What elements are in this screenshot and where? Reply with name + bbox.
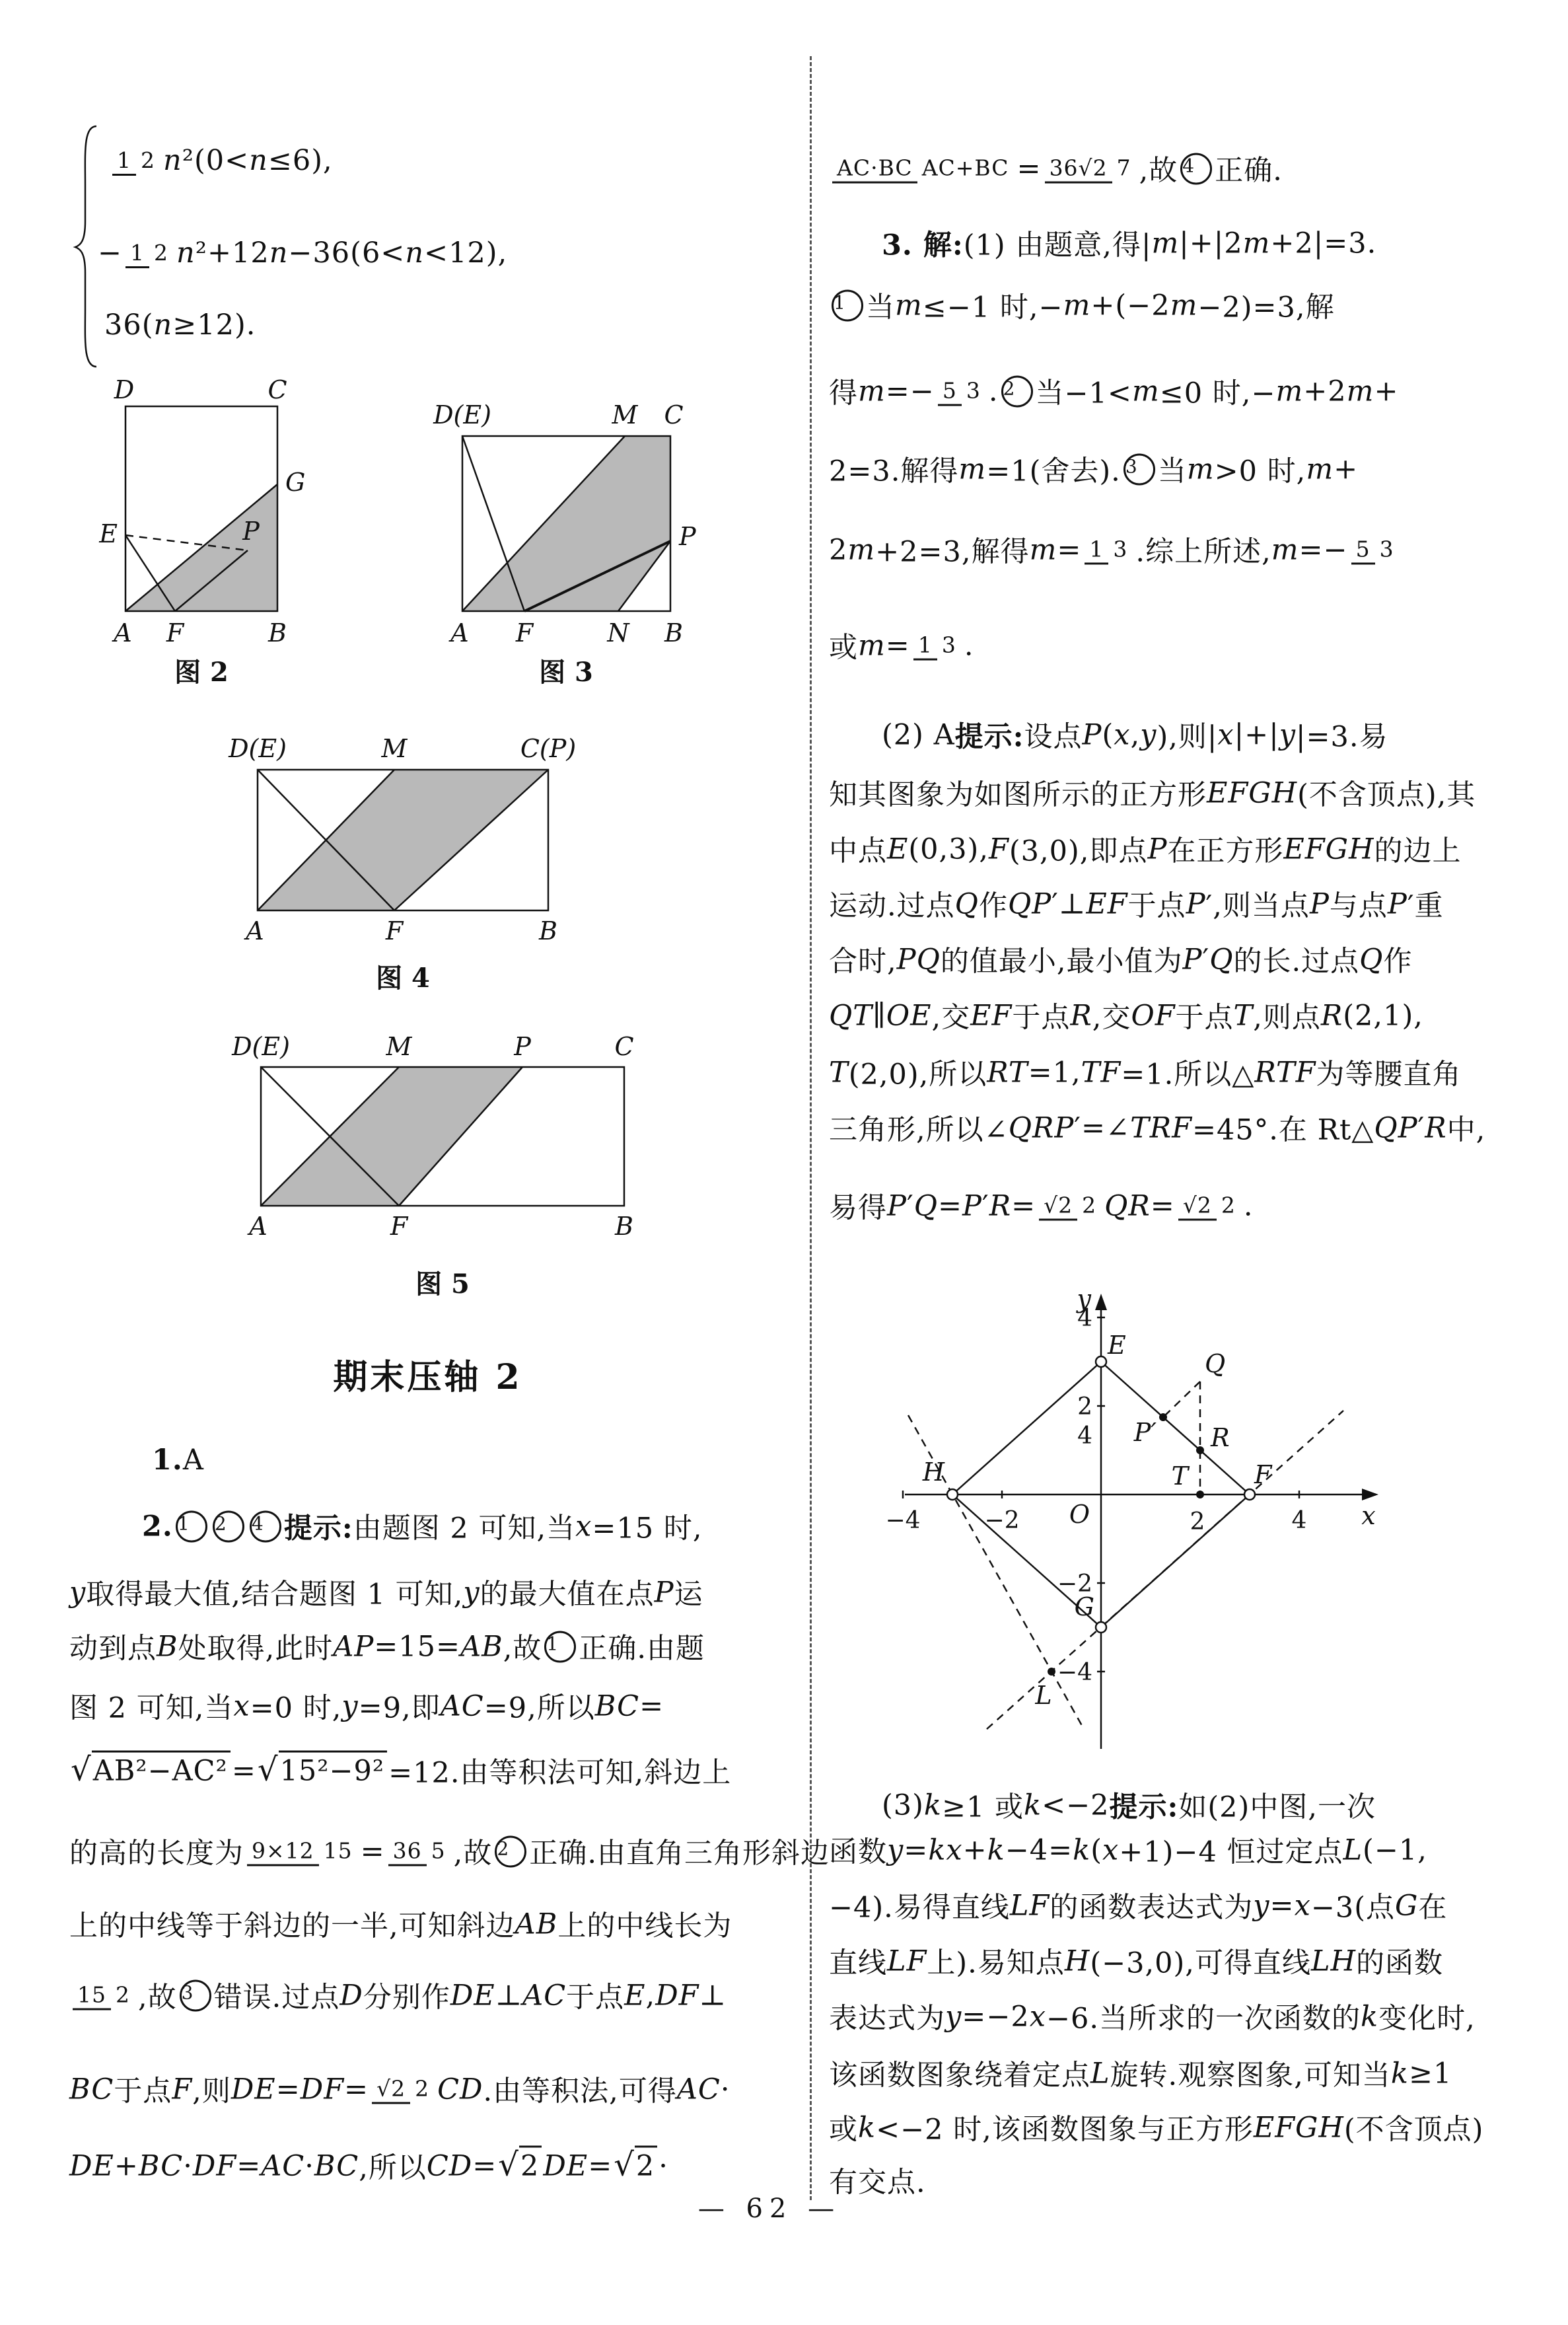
text-line: 知其图象为如图所示的正方形 EFGH (不含顶点),其 [829, 776, 1476, 812]
graph-ytick-extra-4: 4 [1077, 1422, 1092, 1450]
text-line: y 取得最大值,结合题图 1 可知, y 的最大值在点 P 运 [69, 1576, 703, 1611]
graph-ytick--4: −4 [1057, 1659, 1092, 1686]
graph-point-R [1196, 1446, 1204, 1454]
fig3-label-B: B [664, 618, 683, 647]
text-line: 2 m +2=3,解得 m = 1 3 .综上所述, m =− 5 3 [829, 533, 1394, 569]
text-line: √AB²−AC² = √15²−9² =12.由等积法可知,斜边上 [71, 1751, 732, 1790]
text-line: 易得 P ′ Q = P ′ R = √2 2 QR = √2 2 . [829, 1189, 1254, 1225]
figure-5 [232, 1032, 660, 1311]
fig4-shaded-parallelogram [258, 770, 548, 910]
text-line: 3. 解: (1) 由题意,得| m |+|2 m +2|=3. [882, 227, 1377, 262]
text-line: 2=3.解得 m =1(舍去). 3 当 m >0 时, m + [829, 453, 1359, 488]
text-line: − 1 2 n ²+12 n −36(6< n <12), [98, 237, 508, 270]
fig4-label-M: M [381, 734, 408, 763]
graph-label-Pprime: P′ [1133, 1418, 1157, 1447]
text-line: 1 2 n ²(0< n ≤6), [109, 144, 333, 177]
fig5-label-DE: D(E) [232, 1032, 290, 1061]
text-line: DE + BC · DF = AC · BC ,所以 CD = √2 DE = √2 · [69, 2146, 668, 2185]
fig3-caption: 图 3 [539, 657, 593, 688]
text-line: 运动.过点 Q 作 QP ′⊥ EF 于点 P ′,则当点 P 与点 P ′重 [829, 887, 1444, 923]
graph-label-H: H [922, 1458, 944, 1487]
graph-xtick-4: 4 [1291, 1507, 1307, 1534]
fig4-caption: 图 4 [376, 963, 430, 994]
text-line: 的高的长度为 9×12 15 = 36 5 ,故 2 正确.由直角三角形斜边 [69, 1835, 830, 1870]
graph-label-O: O [1069, 1500, 1090, 1529]
fig3-label-M: M [612, 400, 638, 429]
graph-xtick-2: 2 [1190, 1508, 1205, 1535]
graph-label-F: F [1254, 1460, 1272, 1489]
fig5-label-C: C [614, 1032, 634, 1061]
text-line: 或 m = 1 3 . [829, 629, 974, 665]
graph-open-point-E [1096, 1356, 1106, 1367]
section-heading: 期末压轴 2 [333, 1357, 522, 1397]
fig2-caption: 图 2 [174, 657, 229, 688]
text-line: 表达式为 y =−2 x −6.当所求的一次函数的 k 变化时, [829, 2000, 1476, 2036]
graph-label-x: x [1361, 1501, 1376, 1530]
fig2-label-C: C [267, 375, 287, 404]
fig4-label-DE: D(E) [229, 734, 287, 763]
fig2-label-E: E [99, 519, 118, 548]
fig3-label-A: A [450, 618, 469, 647]
fig2-label-A: A [114, 618, 132, 647]
graph-ytick--2: −2 [1057, 1570, 1092, 1598]
fig2-label-G: G [285, 468, 306, 497]
text-line: 2. 1 2 4 提示: 由题图 2 可知,当 x =15 时, [142, 1510, 703, 1545]
graph-y-arrow [1095, 1294, 1107, 1310]
fig4-label-CP: C(P) [520, 734, 577, 763]
fig5-label-P: P [514, 1032, 531, 1061]
text-line: 或 k <−2 时,该函数图象与正方形 EFGH (不含顶点) [829, 2111, 1484, 2147]
graph-label-L: L [1035, 1681, 1052, 1710]
text-line: 动到点 B 处取得,此时 AP =15= AB ,故 1 正确.由题 [69, 1630, 705, 1666]
fig4-label-F: F [385, 916, 404, 945]
text-line: 直线 LF 上).易知点 H (−3,0),可得直线 LH 的函数 [829, 1944, 1444, 1980]
graph-x-arrow [1362, 1489, 1378, 1500]
fig2-label-B: B [268, 618, 287, 647]
fig5-caption: 图 5 [415, 1269, 470, 1300]
coordinate-graph [885, 1284, 1479, 1767]
text-line: T (2,0),所以 RT =1, TF =1.所以△ RTF 为等腰直角 [829, 1056, 1462, 1091]
text-line: BC 于点 F ,则 DE = DF = √2 2 CD .由等积法,可得 AC · [69, 2073, 731, 2108]
graph-open-point-H [947, 1489, 958, 1500]
fig3-label-N: N [607, 618, 629, 647]
graph-label-E: E [1108, 1331, 1126, 1360]
figure-2 [99, 375, 324, 694]
figure-4 [229, 727, 588, 1004]
fig5-label-M: M [386, 1032, 412, 1061]
graph-point-L [1048, 1668, 1055, 1676]
text-line: 得 m =− 5 3 . 2 当−1< m ≤0 时,− m +2 m + [829, 375, 1399, 410]
text-line: 函数 y = kx + k −4= k ( x +1)−4 恒过定点 L (−1, [829, 1833, 1427, 1869]
text-line: 上的中线等于斜边的一半,可知斜边 AB 上的中线长为 [69, 1907, 732, 1943]
graph-label-Q: Q [1205, 1349, 1226, 1378]
graph-label-y: y [1077, 1284, 1091, 1313]
fig2-label-P: P [242, 517, 260, 546]
graph-ytick-2: 2 [1077, 1393, 1092, 1421]
graph-label-R: R [1211, 1423, 1230, 1452]
graph-dashed-line-QPprime [1163, 1382, 1200, 1417]
text-line: (2) A 提示: 设点 P ( x , y ),则| x |+| y |=3.易 [882, 718, 1388, 754]
text-line: (3) k ≥1 或 k <−2 提示: 如(2)中图,一次 [882, 1789, 1376, 1824]
text-line: 1. A [152, 1444, 204, 1477]
text-line: QT ∥ OE ,交 EF 于点 R ,交 OF 于点 T ,则点 R (2,1), [829, 999, 1423, 1035]
fig3-label-P: P [679, 522, 696, 551]
graph-label-G: G [1074, 1592, 1094, 1621]
text-line: 中点 E (0,3), F (3,0),即点 P 在正方形 EFGH 的边上 [829, 832, 1462, 868]
fig2-label-F: F [166, 618, 184, 647]
column-divider [810, 56, 812, 2200]
graph-open-point-F [1244, 1489, 1255, 1500]
fig3-label-F: F [515, 618, 534, 647]
fig5-label-A: A [249, 1212, 267, 1241]
graph-xtick--2: −2 [984, 1507, 1020, 1534]
text-line: 合时, PQ 的值最小,最小值为 P ′ Q 的长.过点 Q 作 [829, 943, 1413, 978]
graph-label-T: T [1171, 1461, 1188, 1491]
text-line: 该函数图象绕着定点 L 旋转.观察图象,可知当 k ≥1 [829, 2057, 1452, 2092]
text-line: −4).易得直线 LF 的函数表达式为 y = x −3(点 G 在 [829, 1889, 1448, 1925]
fig3-label-DE: D(E) [433, 400, 491, 429]
graph-xtick--4: −4 [885, 1507, 921, 1534]
fig3-label-C: C [664, 400, 684, 429]
fig2-label-D: D [114, 375, 135, 404]
graph-open-point-G [1096, 1622, 1106, 1633]
text-line: 三角形,所以∠ QRP ′=∠ TRF =45°.在 Rt△ QP ′ R 中, [829, 1111, 1486, 1147]
page-number: — 62 — [697, 2194, 841, 2224]
graph-point-Pprime [1159, 1413, 1167, 1421]
text-line: AC·BC AC+BC = 36√2 7 ,故 4 正确. [829, 149, 1283, 189]
figure-3 [416, 380, 700, 694]
fig5-shaded-parallelogram [261, 1067, 522, 1206]
fig4-label-A: A [246, 916, 264, 945]
fig4-label-B: B [539, 916, 557, 945]
fig5-label-F: F [390, 1212, 408, 1241]
text-line: 1 当 m ≤−1 时,− m +(−2 m −2)=3,解 [829, 285, 1335, 326]
fig5-label-B: B [615, 1212, 633, 1241]
graph-point-T [1196, 1491, 1204, 1498]
text-line: 图 2 可知,当 x =0 时, y =9,即 AC =9,所以 BC = [69, 1689, 664, 1725]
text-line: 15 2 ,故 3 错误.过点 D 分别作 DE ⊥ AC 于点 E , DF ⊥ [69, 1975, 727, 2016]
text-line: 有交点. [829, 2166, 926, 2199]
graph-ytick-4: 4 [1077, 1305, 1092, 1332]
text-line: 36( n ≥12). [104, 309, 256, 342]
